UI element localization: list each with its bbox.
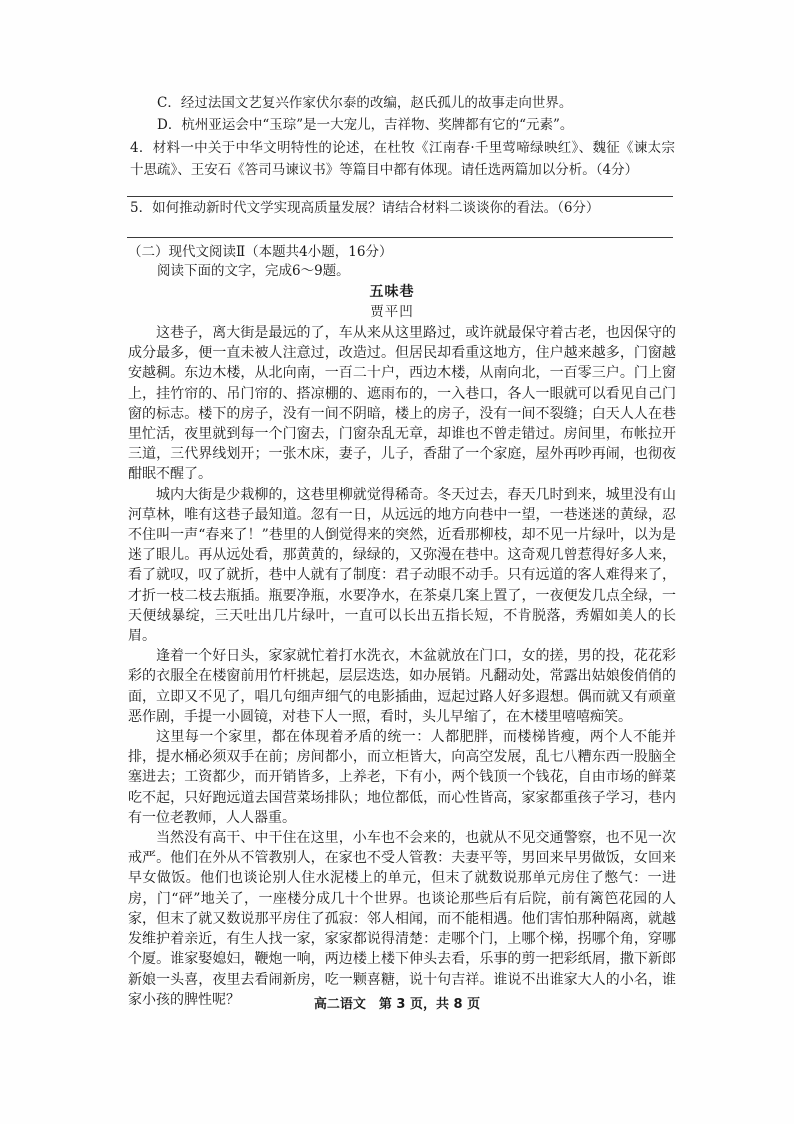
option-c: C．经过法国文艺复兴作家伏尔泰的改编，赵氏孤儿的故事走向世界。	[157, 95, 573, 111]
paragraph: 城内大街是少栽柳的，这巷里柳就觉得稀奇。冬天过去，春天几时到来，城里没有山河草林，唯有这巷子最知道。忽有一日，从远远的地方向巷中一望，一巷迷迷的黄绿，忍不住叫一声“春来了！”巷里的人倒觉得来的突然，近看那柳枝，却不见一片绿叶，以为是迷了眼儿。再从远处看，那黄黄的，绿绿的，又弥漫在巷中。这奇观几曾惹得好多人来，看了就叹，叹了就折，巷中人就有了制度：君子动眼不动手。只有远道的客人难得来了，才折一枝二枝去瓶插。瓶要净瓶，水要净水，在茶桌几案上置了，一夜便发几点全绿，一天便绒暴绽，三天吐出几片绿叶，一直可以长出五指长短，不肯脱落，秀媚如美人的长眉。	[128, 486, 676, 645]
paragraph: 这里每一个家里，都在体现着矛盾的统一：人都肥胖，而楼梯皆瘦，两个人不能并排，提水桶必须双手在前；房间都小，而立柜皆大，向高空发展，乱七八糟东西一股脑全塞进去；工资都少，而开销皆多，上养老，下有小，两个钱顶一个钱花，自由市场的鲜菜吃不起，只好跑远道去国营菜场排队；地位都低，而心性皆高，家家都重孩子学习，巷内有一位老教师，人人器重。	[128, 729, 676, 826]
reading-instruction: 阅读下面的文字，完成6～9题。	[157, 263, 350, 279]
article-body	[128, 323, 676, 1010]
paragraph: 这巷子，离大街是最远的了，车从来从这里路过，或许就最保守着古老，也因保守的成分最多，便一直未被人注意过，改造过。但居民却看重这地方，住户越来越多，门窗越安越稠。东边木楼，从北向南，一百二十户，西边木楼，从南向北，一百零三户。门上窗上，挂竹帘的、吊门帘的、搭凉棚的、遮雨布的，一入巷口，各人一眼就可以看见自己门窗的标志。楼下的房子，没有一间不阴暗，楼上的房子，没有一间不裂缝；白天人人在巷里忙活，夜里就到每一个门窗去，门窗杂乱无章，却谁也不曾走错过。房间里，布帐拉开三道，三代界线划开；一张木床，妻子，儿子，香甜了一个家庭，屋外再吵再闹，也彻夜酣眠不醒了。	[128, 325, 676, 483]
paragraph: 当然没有高干、中干住在这里，小车也不会来的，也就从不见交通警察，也不见一次戒严。他们在外从不管教别人，在家也不受人管教：夫妻平等，男回来早男做饭，女回来早女做饭。他们也谈论别人住水泥楼上的单元，但末了就数说那单元房住了憋气：一进房，门“砰”地关了，一座楼分成几十个世界。也谈论那些后有后院，前有篱笆花园的人家，但末了就又数说那平房住了孤寂：邻人相闻，而不能相遇。他们害怕那种隔离，就越发维护着亲近，有生人找一家，家家都说得清楚：走哪个门，上哪个梯，拐哪个角，穿哪个厦。谁家娶媳妇，鞭炮一响，两边楼上楼下伸头去看，乐事的剪一把彩纸屑，撒下新郎新娘一头喜，夜里去看闹新房，吃一颗喜糖，说十句吉祥。谁说不出谁家大人的小名，谁家小孩的脾性呢？	[128, 830, 676, 1008]
answer-line	[127, 196, 673, 197]
article-author: 贾平凹	[370, 304, 414, 320]
section-heading: （二）现代文阅读Ⅱ（本题共4小题，16分）	[128, 244, 393, 260]
question-5: 5．如何推动新时代文学实现高质量发展？请结合材料二谈谈你的看法。（6分）	[130, 200, 600, 216]
question-4: 4．材料一中关于中华文明特性的论述，在杜牧《江南春·千里莺啼绿映红》、魏征《谏太宗十思疏》、王安石《答司马谏议书》等篇目中都有体现。请任选两篇加以分析。（4分）	[130, 140, 675, 178]
answer-line	[127, 237, 673, 238]
paragraph: 逢着一个好日头，家家就忙着打水洗衣，木盆就放在门口，女的搓，男的投，花花彩彩的衣服全在楼窗前用竹杆挑起，层层迭迭，如办展销。凡翻动处，常露出姑娘俊俏俏的面，立即又不见了，唱几句细声细气的电影插曲，逗起过路人好多遐想。偶而就又有顽童恶作剧，手提一小圆镜，对巷下人一照，看时，头儿早缩了，在木楼里嘻嘻痴笑。	[128, 648, 676, 725]
article-title: 五味巷	[369, 284, 415, 300]
option-d: D．杭州亚运会中“玉琮”是一大宠儿，吉祥物、奖牌都有它的“元素”。	[157, 117, 574, 133]
page-footer: 高二语文 第 3 页，共 8 页	[313, 997, 481, 1012]
